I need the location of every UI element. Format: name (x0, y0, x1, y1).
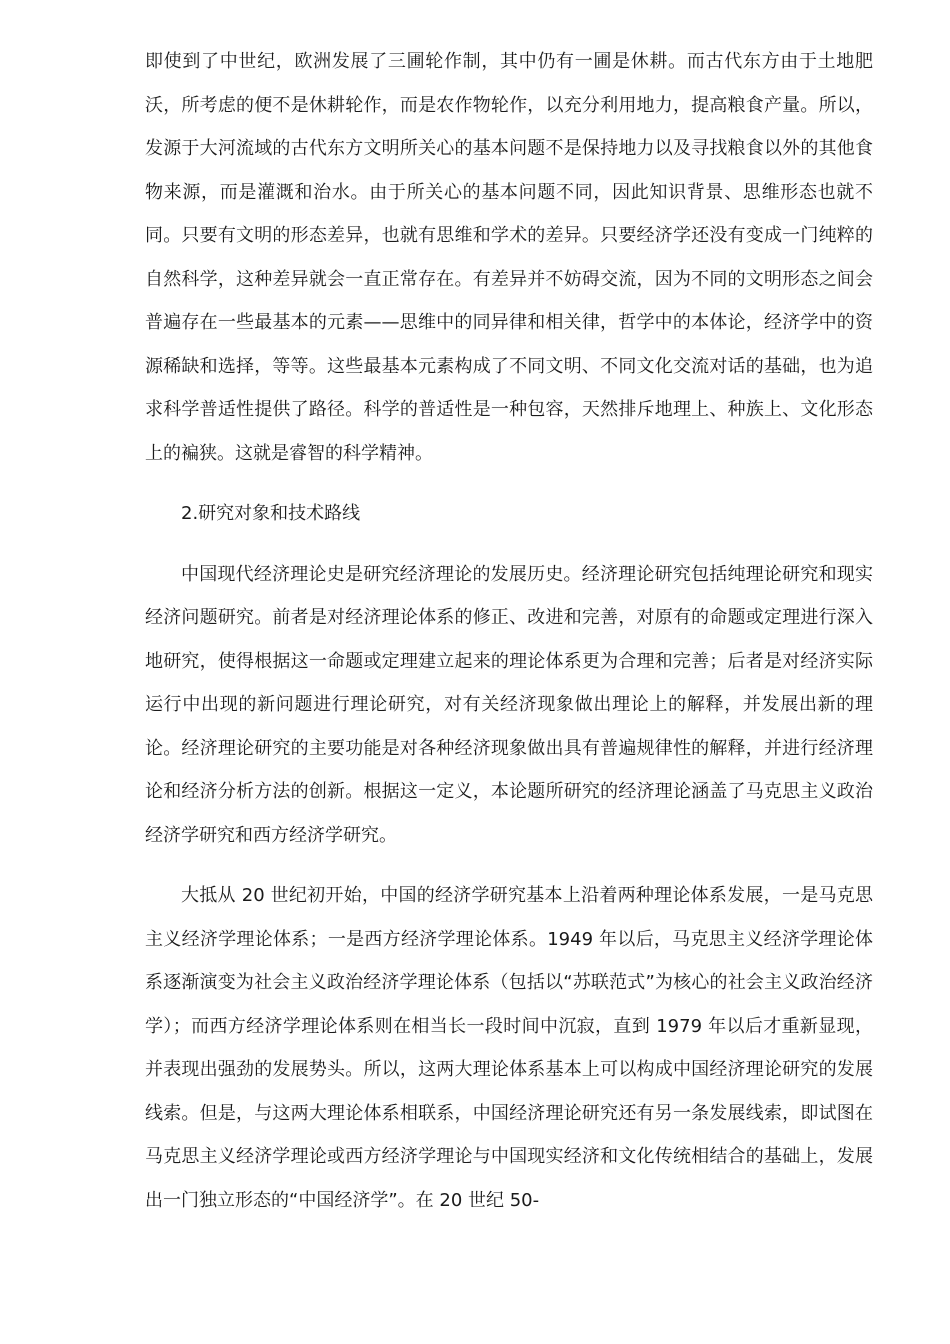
paragraph-continued: 即使到了中世纪，欧洲发展了三圃轮作制，其中仍有一圃是休耕。而古代东方由于土地肥沃，所考虑的便不是休耕轮作，而是农作物轮作，以充分利用地力，提高粮食产量。所以，发源于大河流域的古代东方文明所关心的基本问题不是保持地力以及寻找粮食以外的其他食物来源，而是灌溉和治水。由于所关心的基本问题不同，因此知识背景、思维形态也就不同。只要有文明的形态差异，也就有思维和学术的差异。只要经济学还没有变成一门纯粹的自然科学，这种差异就会一直正常存在。有差异并不妨碍交流，因为不同的文明形态之间会普遍存在一些最基本的元素——思维中的同异律和相关律，哲学中的本体论，经济学中的资源稀缺和选择，等等。这些最基本元素构成了不同文明、不同文化交流对话的基础，也为追求科学普适性提供了路径。科学的普适性是一种包容，天然排斥地理上、种族上、文化形态上的褊狭。这就是睿智的科学精神。 (145, 51, 873, 464)
paragraph: 中国现代经济理论史是研究经济理论的发展历史。经济理论研究包括纯理论研究和现实经济问题研究。前者是对经济理论体系的修正、改进和完善，对原有的命题或定理进行深入地研究，使得根据这一命题或定理建立起来的理论体系更为合理和完善；后者是对经济实际运行中出现的新问题进行理论研究，对有关经济现象做出理论上的解释，并发展出新的理论。经济理论研究的主要功能是对各种经济现象做出具有普遍规律性的解释，并进行经济理论和经济分析方法的创新。根据这一定义，本论题所研究的经济理论涵盖了马克思主义政治经济学研究和西方经济学研究。 (145, 563, 873, 846)
paragraph: 大抵从 20 世纪初开始，中国的经济学研究基本上沿着两种理论体系发展，一是马克思主义经济学理论体系；一是西方经济学理论体系。1949 年以后，马克思主义经济学理论体系逐渐演变为社会主义政治经济学理论体系（包括以“苏联范式”为核心的社会主义政治经济学）；而西方经济学理论体系则在相当长一段时间中沉寂，直到 1979 年以后才重新显现，并表现出强劲的发展势头。所以，这两大理论体系基本上可以构成中国经济理论研究的发展线索。但是，与这两大理论体系相联系，中国经济理论研究还有另一条发展线索，即试图在马克思主义经济学理论或西方经济学理论与中国现实经济和文化传统相结合的基础上，发展出一门独立形态的“中国经济学”。在 20 世纪 50- (145, 885, 873, 1211)
section-heading: 2.研究对象和技术路线 (181, 503, 361, 524)
document-page (145, 40, 873, 1222)
